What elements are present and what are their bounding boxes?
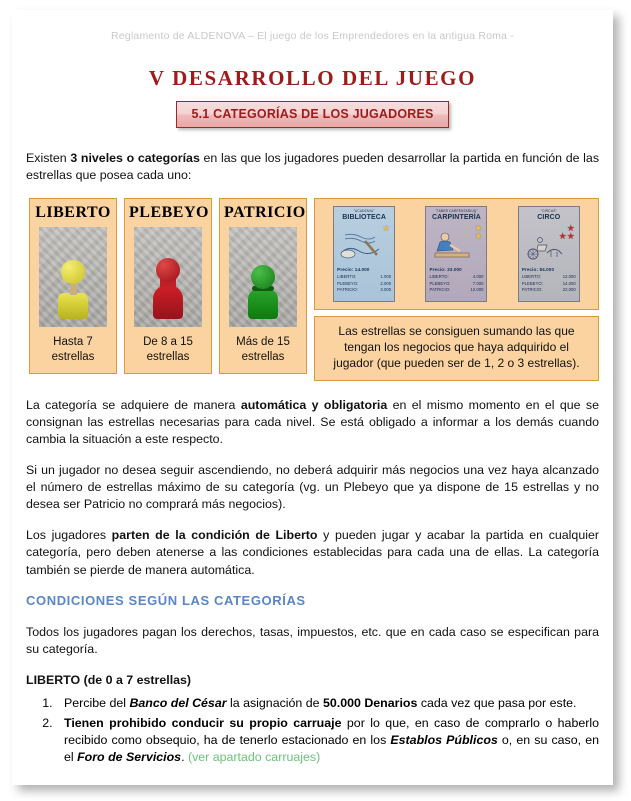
intro-paragraph — [26, 150, 599, 184]
rate-label: PATRICIO: — [521, 286, 543, 292]
rate-value: 12.000 — [562, 274, 576, 280]
subsection-banner: 5.1 CATEGORÍAS DE LOS JUGADORES — [176, 101, 448, 128]
business-card-art — [429, 223, 483, 265]
star-rating-3: ★ ★★ — [558, 223, 575, 242]
business-card-carpinteria — [425, 206, 487, 302]
paragraph-liberto-inicio — [26, 527, 599, 578]
rate-label: PATRICIO: — [429, 286, 451, 292]
rate-value: 3.000 — [380, 286, 392, 292]
section-title: V DESARROLLO DEL JUEGO — [148, 66, 477, 90]
paragraph-automatica — [26, 397, 599, 448]
paragraph-text: Los jugadores — [26, 528, 112, 543]
business-card-art — [522, 223, 576, 265]
document-page — [12, 10, 613, 785]
rate-label: LIBERTO: — [429, 274, 449, 280]
business-card-price: Precio: 84.000 — [521, 267, 555, 273]
intro-text-1: Existen — [26, 151, 71, 165]
business-card-rates — [337, 274, 391, 292]
rate-value: 1.000 — [380, 274, 392, 280]
subsection-banner-container — [26, 101, 599, 128]
category-range: De 8 a 15 estrellas — [143, 336, 193, 364]
business-cards-box — [314, 198, 599, 310]
business-card-biblioteca — [333, 206, 395, 302]
paragraph-bold: parten de la condición de Liberto — [111, 528, 318, 543]
rule-text: por lo que, en caso de comprarlo o haberlo recibido como obsequio, ha de tenerlo estacionado en los — [64, 716, 599, 748]
business-card-subtitle: "TABER CARPENTARIUS" — [435, 209, 478, 214]
yellow-pawn-icon — [55, 260, 91, 319]
rule-item-1 — [56, 695, 599, 712]
rule-text: . — [181, 750, 188, 765]
rule-italic: Banco del César — [129, 696, 227, 711]
rule-bold: Tienen prohibido conducir su propio carruaje — [64, 716, 342, 731]
intro-bold: 3 niveles o categorías — [70, 151, 200, 165]
star-rating-2: ★ ★ — [474, 223, 483, 242]
paragraph-ascenso: Si un jugador no desea seguir ascendiendo, no deberá adquirir más negocios una vez haya alcanzado el número de estrellas máximo de su categoría (vg. un Plebeyo que ya dispone de 15 estrellas y no desea ser Patricio no comprará más negocios). — [26, 463, 599, 512]
intro-text-2: en las que los jugadores pueden desarrollar la partida en función de las estrellas que posea cada uno: — [26, 151, 600, 183]
liberto-heading: LIBERTO (de 0 a 7 estrellas) — [26, 672, 192, 687]
category-name: PLEBEYO — [129, 204, 209, 222]
green-pawn-icon — [245, 265, 281, 319]
category-card-liberto — [29, 198, 117, 374]
paragraph-bold: automática y obligatoria — [240, 397, 388, 412]
pawn-photo-liberto — [39, 227, 107, 327]
category-card-patricio — [219, 198, 307, 374]
business-card-circo — [518, 206, 580, 302]
rate-row — [429, 287, 483, 293]
rule-item-2 — [56, 715, 599, 766]
category-range: Más de 15 estrellas — [236, 336, 290, 364]
business-card-rates — [522, 274, 576, 292]
business-card-title: CARPINTERÍA — [432, 214, 481, 222]
rate-label: PLEBEYO: — [521, 280, 543, 286]
business-card-art — [337, 223, 391, 265]
rule-text: cada vez que pasa por este. — [417, 696, 577, 711]
paragraph-text: y pueden jugar y acabar la partida en cualquier categoría, pero deben atenerse a las condiciones establecidas para cada una de ellas. La categoría también se pierde de manera automática. — [26, 528, 599, 577]
business-card-title: CIRCO — [537, 214, 561, 222]
rule-italic: Establos Públicos — [390, 733, 498, 748]
rate-row — [337, 287, 391, 293]
rate-label: LIBERTO: — [337, 274, 357, 280]
rate-value: 14.000 — [562, 280, 576, 286]
conditions-heading: CONDICIONES SEGÚN LAS CATEGORÍAS — [26, 592, 306, 608]
book-sketch-icon — [339, 231, 381, 261]
paragraph-text: en el mismo momento en el que se consignan las estrellas necesarias para cada nivel. Se está obligado a informar a los demás cuando cambia la situación a este respecto. — [26, 397, 599, 446]
rule-text: o, en su caso, en el — [64, 733, 599, 765]
category-card-plebeyo — [124, 198, 212, 374]
carpenter-sketch-icon — [431, 231, 473, 261]
rate-value: 22.000 — [562, 286, 576, 292]
pawn-photo-patricio — [229, 227, 297, 327]
rate-label: PATRICIO: — [337, 286, 358, 292]
rate-label: LIBERTO: — [521, 274, 542, 280]
business-card-price: Precio: 14.000 — [337, 267, 370, 273]
conditions-intro: Todos los jugadores pagan los derechos, tasas, impuestos, etc. que en cada caso se especifican para su categoría. — [26, 624, 599, 656]
liberto-rules-list — [26, 695, 599, 766]
rule-italic: Foro de Servicios — [77, 750, 182, 765]
rule-green-note: (ver apartado carruajes) — [187, 750, 321, 765]
rate-row — [522, 287, 576, 293]
rate-value: 12.000 — [470, 286, 484, 292]
stars-explanation-box: Las estrellas se consiguen sumando las que tengan los negocios que haya adquirido el jugador (que pueden ser de 1, 2 o 3 estrellas). — [314, 316, 599, 380]
categories-row — [29, 198, 599, 380]
rate-value: 7.000 — [472, 280, 484, 286]
business-card-subtitle: "ACADEMIA" — [353, 209, 375, 214]
red-pawn-icon — [150, 258, 186, 319]
rule-text: Percibe del — [64, 696, 130, 711]
category-name: PATRICIO — [224, 204, 306, 222]
rate-value: 2.000 — [380, 280, 392, 286]
rate-label: PLEBEYO: — [429, 280, 451, 286]
business-card-title: BIBLIOTECA — [342, 214, 387, 222]
rule-text: la asignación de — [226, 696, 323, 711]
rate-label: PLEBEYO: — [337, 280, 359, 286]
pawn-photo-plebeyo — [134, 227, 202, 327]
category-name: LIBERTO — [35, 204, 111, 222]
star-rating-1: ★ — [382, 223, 391, 234]
chariot-sketch-icon — [524, 231, 566, 261]
paragraph-text: La categoría se adquiere de manera — [26, 397, 241, 412]
document-header: Reglamento de ALDENOVA – El juego de los Emprendedores en la antigua Roma - — [111, 30, 514, 42]
category-range: Hasta 7 estrellas — [51, 336, 95, 364]
business-card-rates — [429, 274, 483, 292]
rate-value: 4.000 — [472, 274, 484, 280]
business-card-price: Precio: 33.000 — [429, 267, 462, 273]
business-cards-column — [314, 198, 599, 380]
business-card-subtitle: "CIRCUS" — [540, 209, 557, 214]
rule-bold: 50.000 Denarios — [323, 696, 418, 711]
